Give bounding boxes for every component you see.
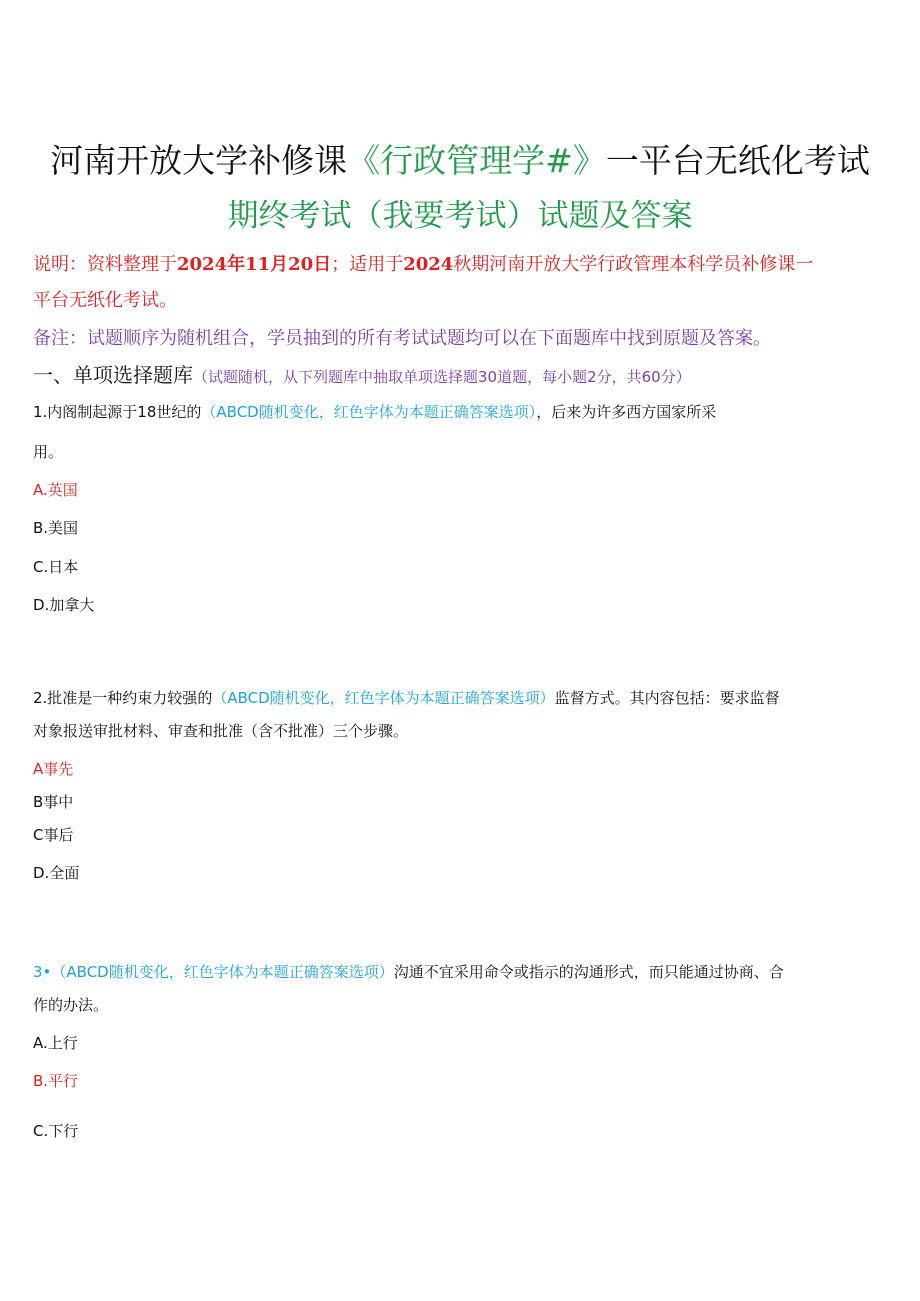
note-remark: 备注：试题顺序为随机组合，学员抽到的所有考试试题均可以在下面题库中找到原题及答案。: [33, 328, 771, 349]
title-suffix: 一平台无纸化考试: [605, 141, 870, 180]
question-3-stem: 3•（ABCD随机变化，红色字体为本题正确答案选项）沟通不宜采用命令或指示的沟通形式，而只能通过协商、合: [33, 963, 784, 981]
question-1-option-c: C.日本: [33, 558, 79, 576]
question-2-option-d: D.全面: [33, 864, 80, 882]
question-1-option-a: A.英国: [33, 481, 78, 499]
question-1-option-b: B.美国: [33, 519, 79, 537]
question-1-stem-wrap: 用。: [33, 443, 64, 461]
question-2-option-a: A事先: [33, 760, 74, 778]
question-1-option-d: D.加拿大: [33, 596, 95, 614]
title-prefix: 河南开放大学补修课: [50, 141, 348, 180]
question-3-stem-wrap: 作的办法。: [33, 996, 109, 1014]
question-2-option-b: B事中: [33, 793, 74, 811]
page-title: [0, 138, 920, 184]
section-heading: 一、单项选择题库（试题随机，从下列题库中抽取单项选择题30道题，每小题2分，共60分）: [33, 363, 691, 387]
question-2-stem-wrap: 对象报送审批材料、审查和批准（含不批准）三个步骤。: [33, 722, 409, 740]
note-line-1: 说明：资料整理于2024年11月20日；适用于2024秋期河南开放大学行政管理本科学员补修课一: [33, 254, 814, 275]
question-3-option-a: A.上行: [33, 1034, 78, 1052]
page-subtitle: 期终考试（我要考试）试题及答案: [227, 198, 693, 234]
note-line-2: 平台无纸化考试。: [33, 290, 177, 311]
question-1-stem: 1.内阁制起源于18世纪的（ABCD随机变化，红色字体为本题正确答案选项），后来为许多西方国家所采: [33, 403, 717, 421]
question-2-stem: 2.批准是一种约束力较强的（ABCD随机变化，红色字体为本题正确答案选项）监督方式。其内容包括：要求监督: [33, 689, 780, 707]
title-course: 《行政管理学#》: [347, 141, 606, 180]
question-3-option-b: B.平行: [33, 1072, 79, 1090]
section-hint: （试题随机，从下列题库中抽取单项选择题30道题，每小题2分，共60分）: [193, 368, 691, 386]
question-2-option-c: C事后: [33, 826, 74, 844]
question-3-option-c: C.下行: [33, 1122, 79, 1140]
